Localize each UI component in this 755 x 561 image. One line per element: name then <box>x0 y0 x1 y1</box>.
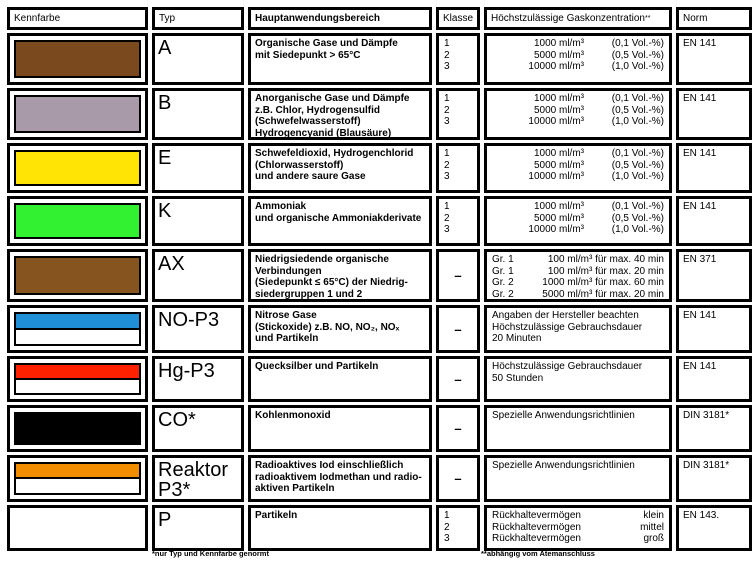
color-swatch <box>14 363 141 395</box>
typ-cell <box>152 88 244 140</box>
anwendungsbereich-cell <box>248 505 432 551</box>
konzentration-line: 20 Minuten <box>492 333 542 344</box>
klasse-cell <box>436 249 480 302</box>
konz-right: klein <box>643 510 664 521</box>
konz-right: (1,0 Vol.-%) <box>611 224 664 235</box>
konzentration-line <box>492 61 664 73</box>
konzentration-cell <box>484 305 672 353</box>
typ-label: Hg-P3 <box>158 360 215 382</box>
klasse-value: 2 <box>444 159 450 171</box>
typ-label: B <box>158 92 172 114</box>
klasse-cell <box>436 196 480 246</box>
konz-left: 10000 ml/m³ <box>528 171 584 182</box>
konzentration-cell <box>484 505 672 551</box>
konz-right: 100 ml/m³ für max. 40 min <box>547 254 664 265</box>
table-row <box>7 33 755 85</box>
kennfarbe-cell <box>7 405 148 452</box>
konz-right: mittel <box>640 521 664 533</box>
anwendungsbereich-line: (Stickoxide) z.B. NO, NO₂, NOₓ <box>255 321 400 333</box>
konz-right: (0,5 Vol.-%) <box>611 104 664 116</box>
anwendungsbereich-line: und organische Ammoniakderivate <box>255 212 422 224</box>
anwendungsbereich-cell <box>248 249 432 302</box>
konzentration-line <box>492 38 664 50</box>
anwendungsbereich-cell <box>248 143 432 193</box>
konz-left: 1000 ml/m³ <box>533 148 584 159</box>
konz-left: 10000 ml/m³ <box>528 224 584 235</box>
color-swatch <box>14 40 141 78</box>
konzentration-line <box>492 105 664 117</box>
klasse-value: 1 <box>444 38 450 49</box>
header-kennfarbe <box>7 7 148 30</box>
kennfarbe-cell <box>7 196 148 246</box>
konzentration-cell <box>484 33 672 85</box>
konz-left: 1000 ml/m³ <box>533 201 584 212</box>
klasse-value: 1 <box>444 201 450 212</box>
klasse-value: 3 <box>444 533 450 544</box>
klasse-value: 2 <box>444 104 450 116</box>
anwendungsbereich-line: Ammoniak <box>255 201 307 212</box>
table-row <box>7 143 755 193</box>
typ-label: E <box>158 147 172 169</box>
typ-label: CO* <box>158 409 196 431</box>
norm-cell <box>676 305 752 353</box>
typ-cell <box>152 33 244 85</box>
header-gaskonzentration-label: Höchstzulässige Gaskonzentration <box>491 12 645 24</box>
anwendungsbereich-line: siedergruppen 1 und 2 <box>255 288 363 300</box>
norm-label: EN 141 <box>683 310 717 321</box>
norm-cell <box>676 33 752 85</box>
table-row <box>7 305 755 353</box>
konzentration-line: Spezielle Anwendungsrichtlinien <box>492 410 635 421</box>
table-row <box>7 505 755 551</box>
table-row <box>7 249 755 302</box>
klasse-cell <box>436 143 480 193</box>
konz-left: 1000 ml/m³ <box>533 93 584 104</box>
konzentration-line <box>492 50 664 62</box>
filter-table <box>7 7 755 554</box>
klasse-value: 1 <box>444 93 450 104</box>
klasse-value: 1 <box>444 148 450 159</box>
typ-cell <box>152 505 244 551</box>
header-hauptanwendungsbereich-label: Hauptanwendungsbereich <box>255 12 381 24</box>
konzentration-line: Spezielle Anwendungsrichtlinien <box>492 460 635 471</box>
konzentration-line <box>492 277 664 289</box>
anwendungsbereich-line: und andere saure Gase <box>255 171 366 182</box>
kennfarbe-cell <box>7 505 148 551</box>
konz-right: (0,1 Vol.-%) <box>611 38 664 49</box>
norm-label: EN 141 <box>683 93 717 104</box>
konz-left: 5000 ml/m³ <box>533 104 584 116</box>
kennfarbe-cell <box>7 455 148 502</box>
konz-left: Gr. 2 <box>492 277 514 288</box>
klasse-value: 3 <box>444 61 450 72</box>
anwendungsbereich-line: Schwefeldioxid, Hydrogenchlorid <box>255 148 414 159</box>
konzentration-cell <box>484 405 672 452</box>
color-swatch-top <box>16 464 139 479</box>
norm-cell <box>676 405 752 452</box>
klasse-cell <box>436 356 480 402</box>
color-swatch <box>14 462 141 495</box>
typ-cell <box>152 405 244 452</box>
header-hauptanwendungsbereich <box>248 7 432 30</box>
klasse-cell <box>436 33 480 85</box>
konz-right: 100 ml/m³ für max. 20 min <box>547 265 664 277</box>
norm-cell <box>676 196 752 246</box>
konz-right: (1,0 Vol.-%) <box>611 171 664 182</box>
typ-label: K <box>158 200 172 222</box>
konz-right: (0,5 Vol.-%) <box>611 159 664 171</box>
konzentration-line <box>492 266 664 278</box>
konzentration-line <box>492 533 664 545</box>
konz-left: Gr. 1 <box>492 254 514 265</box>
typ-label: NO-P3 <box>158 309 220 331</box>
klasse-cell <box>436 505 480 551</box>
typ-cell <box>152 455 244 502</box>
table-body <box>7 33 755 551</box>
table-row <box>7 88 755 140</box>
typ-cell <box>152 305 244 353</box>
anwendungsbereich-line: Radioaktives Iod einschließlich <box>255 460 404 471</box>
norm-label: DIN 3181* <box>683 460 730 471</box>
norm-label: EN 143. <box>683 510 720 521</box>
kennfarbe-cell <box>7 88 148 140</box>
header-typ <box>152 7 244 30</box>
typ-cell <box>152 196 244 246</box>
konz-left: Gr. 1 <box>492 265 514 277</box>
kennfarbe-cell <box>7 305 148 353</box>
anwendungsbereich-line: und Partikeln <box>255 333 319 344</box>
konz-right: (0,5 Vol.-%) <box>611 49 664 61</box>
color-swatch <box>14 412 141 445</box>
anwendungsbereich-line: (Siedepunkt ≤ 65°C) der Niedrig- <box>255 277 408 288</box>
table-header-row <box>7 7 755 30</box>
norm-cell <box>676 356 752 402</box>
color-swatch <box>14 312 141 346</box>
konz-right: (0,1 Vol.-%) <box>611 148 664 159</box>
header-norm <box>676 7 752 30</box>
kennfarbe-cell <box>7 143 148 193</box>
konzentration-cell <box>484 249 672 302</box>
konzentration-line <box>492 160 664 172</box>
norm-cell <box>676 505 752 551</box>
header-klasse-label: Klasse <box>443 12 474 24</box>
klasse-dash: – <box>454 321 462 337</box>
konzentration-line <box>492 224 664 236</box>
table-row <box>7 455 755 502</box>
konz-left: Rückhaltevermögen <box>492 521 581 533</box>
table-row <box>7 196 755 246</box>
norm-label: EN 371 <box>683 254 717 265</box>
konz-right: (1,0 Vol.-%) <box>611 61 664 72</box>
color-swatch-top <box>16 365 139 380</box>
konz-right: 5000 ml/m³ für max. 20 min <box>542 288 664 300</box>
color-swatch <box>14 95 141 133</box>
anwendungsbereich-cell <box>248 356 432 402</box>
konzentration-line <box>492 201 664 213</box>
klasse-dash: – <box>454 268 462 283</box>
norm-cell <box>676 249 752 302</box>
anwendungsbereich-line: aktiven Partikeln <box>255 483 335 494</box>
konz-left: Rückhaltevermögen <box>492 533 581 544</box>
konzentration-line: Höchstzulässige Gebrauchsdauer <box>492 361 643 372</box>
anwendungsbereich-cell <box>248 455 432 502</box>
konzentration-cell <box>484 196 672 246</box>
konz-right: (1,0 Vol.-%) <box>611 116 664 127</box>
norm-label: EN 141 <box>683 148 717 159</box>
klasse-value: 3 <box>444 116 450 127</box>
klasse-dash: – <box>454 471 462 486</box>
typ-cell <box>152 143 244 193</box>
header-gaskonzentration-footnote-mark: ** <box>644 15 651 22</box>
konz-right: (0,5 Vol.-%) <box>611 212 664 224</box>
color-swatch-top <box>16 314 139 330</box>
klasse-value: 3 <box>444 224 450 235</box>
konz-left: Rückhaltevermögen <box>492 510 581 521</box>
konz-right: 1000 ml/m³ für max. 60 min <box>542 277 664 288</box>
konz-right: groß <box>643 533 664 544</box>
konzentration-cell <box>484 88 672 140</box>
anwendungsbereich-line: mit Siedepunkt > 65°C <box>255 49 361 61</box>
typ-label: Reaktor P3* <box>158 459 229 501</box>
anwendungsbereich-line: z.B. Chlor, Hydrogensulfid <box>255 104 381 116</box>
anwendungsbereich-line: Verbindungen <box>255 265 322 277</box>
table-row <box>7 356 755 402</box>
konz-right: (0,1 Vol.-%) <box>611 201 664 212</box>
anwendungsbereich-line: (Schwefelwasserstoff) <box>255 116 361 127</box>
anwendungsbereich-line: Niedrigsiedende organische <box>255 254 389 265</box>
header-kennfarbe-label: Kennfarbe <box>14 12 61 24</box>
anwendungsbereich-line: Partikeln <box>255 510 298 521</box>
klasse-cell <box>436 405 480 452</box>
konzentration-cell <box>484 143 672 193</box>
kennfarbe-cell <box>7 356 148 402</box>
konzentration-line <box>492 116 664 128</box>
klasse-cell <box>436 305 480 353</box>
konzentration-line: Höchstzulässige Gebrauchsdauer <box>492 321 643 333</box>
color-swatch <box>14 150 141 186</box>
anwendungsbereich-line: radioaktivem Iodmethan und radio- <box>255 471 422 483</box>
header-norm-label: Norm <box>683 12 708 24</box>
anwendungsbereich-line: Anorganische Gase und Dämpfe <box>255 93 410 104</box>
klasse-value: 2 <box>444 212 450 224</box>
klasse-dash: – <box>454 421 462 436</box>
klasse-cell <box>436 455 480 502</box>
anwendungsbereich-line: Quecksilber und Partikeln <box>255 361 379 372</box>
konz-left: 5000 ml/m³ <box>533 49 584 61</box>
anwendungsbereich-line: Organische Gase und Dämpfe <box>255 38 398 49</box>
footnote-typ-kennfarbe: *nur Typ und Kennfarbe genormt <box>152 549 269 558</box>
norm-label: EN 141 <box>683 201 717 212</box>
color-swatch <box>14 256 141 295</box>
header-klasse <box>436 7 480 30</box>
typ-label: AX <box>158 253 185 275</box>
typ-label: A <box>158 37 172 59</box>
kennfarbe-cell <box>7 33 148 85</box>
konzentration-cell <box>484 356 672 402</box>
anwendungsbereich-cell <box>248 88 432 140</box>
konz-left: 10000 ml/m³ <box>528 116 584 127</box>
konz-left: 5000 ml/m³ <box>533 212 584 224</box>
norm-cell <box>676 455 752 502</box>
norm-label: EN 141 <box>683 361 717 372</box>
konz-left: Gr. 2 <box>492 288 514 300</box>
typ-cell <box>152 249 244 302</box>
konzentration-line <box>492 522 664 534</box>
konzentration-line: Angaben der Hersteller beachten <box>492 310 639 321</box>
konzentration-line <box>492 510 664 522</box>
norm-cell <box>676 88 752 140</box>
konzentration-line <box>492 171 664 183</box>
klasse-dash: – <box>454 371 462 387</box>
norm-cell <box>676 143 752 193</box>
konz-left: 10000 ml/m³ <box>528 61 584 72</box>
anwendungsbereich-line: Nitrose Gase <box>255 310 317 321</box>
klasse-cell <box>436 88 480 140</box>
norm-label: DIN 3181* <box>683 410 730 421</box>
norm-label: EN 141 <box>683 38 717 49</box>
typ-cell <box>152 356 244 402</box>
konzentration-line <box>492 254 664 266</box>
anwendungsbereich-line: Hydrogencyanid (Blausäure) <box>255 127 392 139</box>
anwendungsbereich-cell <box>248 305 432 353</box>
header-typ-label: Typ <box>159 12 176 24</box>
anwendungsbereich-line: Kohlenmonoxid <box>255 410 331 421</box>
kennfarbe-cell <box>7 249 148 302</box>
anwendungsbereich-cell <box>248 196 432 246</box>
konzentration-line <box>492 93 664 105</box>
konzentration-cell <box>484 455 672 502</box>
anwendungsbereich-cell <box>248 405 432 452</box>
klasse-value: 2 <box>444 521 450 533</box>
konz-left: 5000 ml/m³ <box>533 159 584 171</box>
konzentration-line <box>492 148 664 160</box>
konz-left: 1000 ml/m³ <box>533 38 584 49</box>
anwendungsbereich-cell <box>248 33 432 85</box>
konz-right: (0,1 Vol.-%) <box>611 93 664 104</box>
header-gaskonzentration <box>484 7 672 30</box>
klasse-value: 1 <box>444 510 450 521</box>
konzentration-line <box>492 213 664 225</box>
footnote-atemanschluss: **abhängig vom Atemanschluss <box>481 549 595 558</box>
klasse-value: 3 <box>444 171 450 182</box>
color-swatch <box>14 203 141 239</box>
typ-label: P <box>158 509 172 531</box>
footnotes <box>0 549 755 561</box>
table-row <box>7 405 755 452</box>
anwendungsbereich-line: (Chlorwasserstoff) <box>255 159 344 171</box>
konzentration-line <box>492 289 664 301</box>
klasse-value: 2 <box>444 49 450 61</box>
konzentration-line: 50 Stunden <box>492 372 544 384</box>
